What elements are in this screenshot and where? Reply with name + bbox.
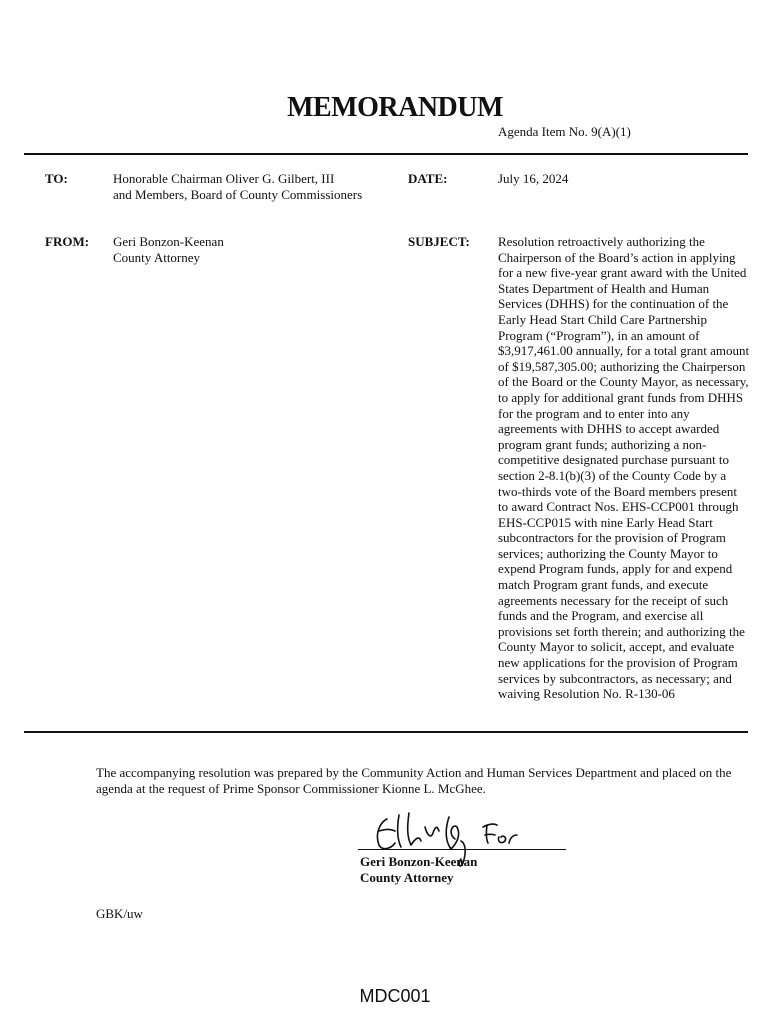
from-label: FROM:: [45, 234, 90, 249]
date-value: July 16, 2024: [498, 171, 569, 186]
date-label: DATE:: [408, 171, 448, 186]
from-line-2: County Attorney: [113, 249, 201, 265]
subject-label: SUBJECT:: [408, 234, 470, 249]
footer-code: MDC001: [359, 986, 431, 1006]
typist-initials: GBK/uw: [96, 906, 143, 921]
agenda-item: Agenda Item No. 9(A)(1): [498, 124, 631, 139]
to-line-2: and Members, Board of County Commissioners: [113, 186, 363, 202]
signatory-name: Geri Bonzon-Keenan: [360, 854, 478, 869]
to-line-1: Honorable Chairman Oliver G. Gilbert, III: [113, 171, 335, 186]
top-rule: [24, 153, 748, 155]
from-line-1: Geri Bonzon-Keenan: [113, 234, 224, 249]
subject-text: Resolution retroactively authorizing the Chairperson of the Board’s action in applying for a new five-year grant award with the United States Department of Health and Human Services (DHHS) for the continuation of the Early Head Start Child Care Partnership Program (“Program”), in an amount of $3,917,461.00 annually, for a total grant amount of $19,587,305.00; authorizing the Chairperson of the Board or the County Mayor, as necessary, to apply for additional grant funds from DHHS for the program and to enter into any agreements with DHHS to accept awarded program grant funds; authorizing a non-competitive designated purchase pursuant to section 2-8.1(b)(3) of the County Code by a two-thirds vote of the Board members present to award Contract Nos. EHS-CCP001 through EHS-CCP015 with nine Early Head Start subcontractors for the provision of Program services; authorizing the County Mayor to expend Program funds, apply for and expend match Program grant funds, and execute agreements necessary for the receipt of such funds and the Program, and exercise all provisions set forth therein; and authorizing the County Mayor to solicit, accept, and evaluate new applications for the provision of Program services by subcontractors, as necessary; and waiving Resolution No. R-130-06: [498, 234, 750, 702]
to-label: TO:: [45, 171, 68, 186]
signatory-title: County Attorney: [360, 869, 454, 885]
signature-block: [360, 854, 477, 885]
memo-title: MEMORANDUM: [287, 92, 503, 123]
body-paragraph: The accompanying resolution was prepared by the Community Action and Human Services Department and placed on the agenda at the request of Prime Sponsor Commissioner Kionne L. McGhee.: [96, 765, 732, 796]
to-value: [113, 171, 362, 202]
from-value: [113, 234, 224, 265]
signature-line: [358, 849, 566, 850]
bottom-rule: [24, 731, 748, 733]
